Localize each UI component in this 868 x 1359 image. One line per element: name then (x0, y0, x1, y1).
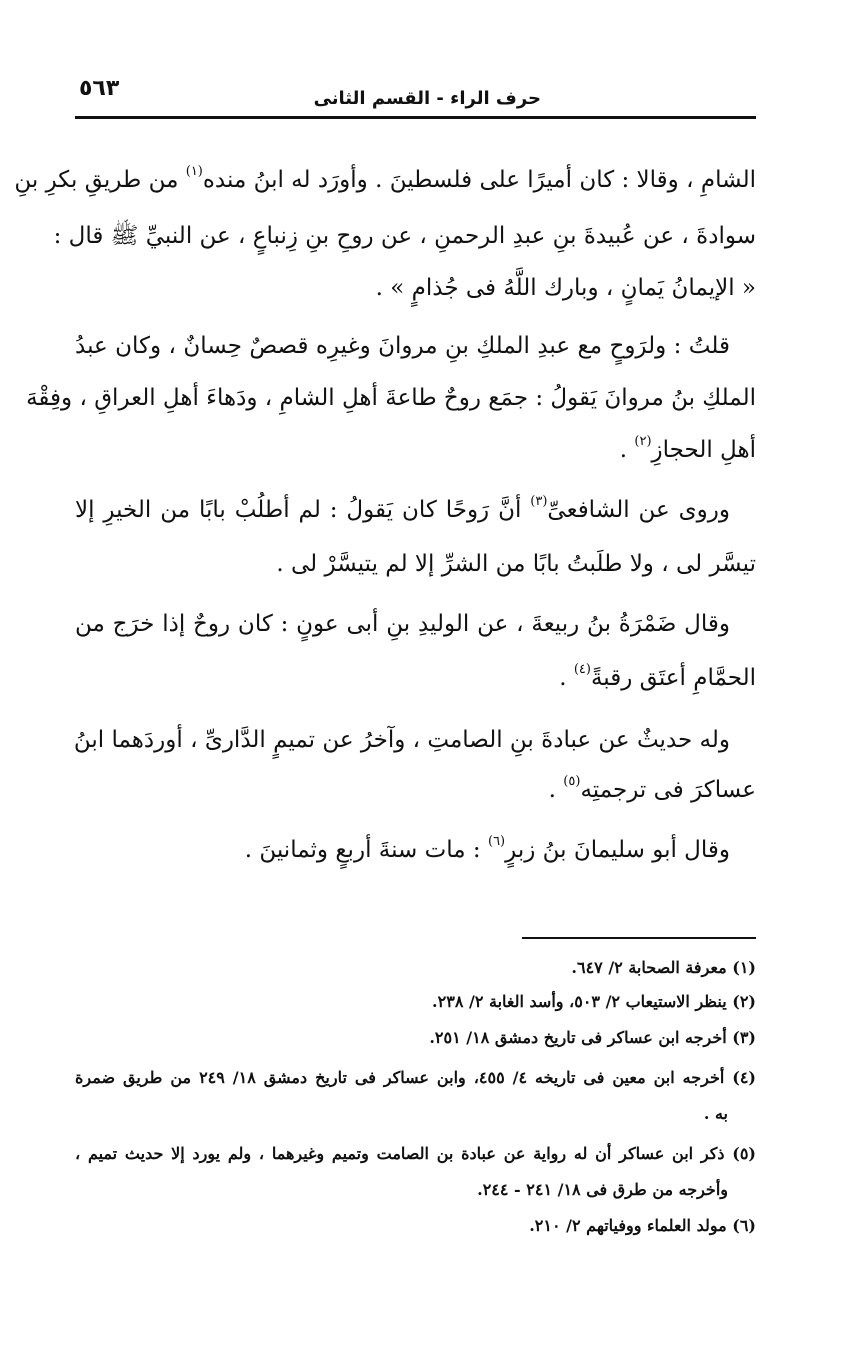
footnote: (٥) ذكر ابن عساكر أن له رواية عن عبادة بن الصامت وتميم وغيرهما ، ولم يورد إلا حديث تميم ، (75, 1144, 756, 1163)
footnote-continuation: وأخرجه من طرق فى ١٨/ ٢٤١ - ٢٤٤. (477, 1180, 728, 1199)
body-line: وقال أبو سليمانَ بنُ زبرٍ$^{(٦)}$ : مات سنةَ أربعٍ وثمانينَ . (244, 834, 730, 863)
page-number: ٥٦٣ (79, 76, 120, 101)
footnote: (٢) ينظر الاستيعاب ٢/ ٥٠٣، وأسد الغابة ٢/ ٢٣٨. (432, 992, 756, 1011)
footnote: (٦) مولد العلماء ووفياتهم ٢/ ٢١٠. (529, 1216, 756, 1235)
body-line: قلتُ : ولرَوحٍ مع عبدِ الملكِ بنِ مروانَ وغيرِه قصصٌ حِسانٌ ، وكان عبدُ (75, 333, 730, 359)
body-line: سوادةَ ، عن عُبيدةَ بنِ عبدِ الرحمنِ ، عن روحِ بنِ زِنباعٍ ، عن النبيِّ ﷺ قال : (53, 223, 756, 249)
body-line: وروى عن الشافعىِّ$^{(٣)}$ أنَّ رَوحًا كان يَقولُ : لم أطلُبْ بابًا من الخيرِ إلا (75, 494, 730, 523)
footnote-ref[interactable]: (٦) (487, 834, 506, 849)
footnote: (٣) أخرجه ابن عساكر فى تاريخ دمشق ١٨/ ٢٥١. (429, 1028, 756, 1047)
footnote: (٤) أخرجه ابن معين فى تاريخه ٤/ ٤٥٥، وابن عساكر فى تاريخ دمشق ١٨/ ٢٤٩ من طريق ضمرة (75, 1068, 756, 1087)
body-line: تيسَّر لى ، ولا طلَبتُ بابًا من الشرِّ إلا لم يتيسَّرْ لى . (276, 551, 756, 577)
body-line: وقال ضَمْرَةُ بنُ ربيعةَ ، عن الوليدِ بنِ أبى عونٍ : كان روحٌ إذا خرَج من (75, 611, 730, 637)
body-line: الملكِ بنُ مروانَ يَقولُ : جمَع روحٌ طاعةَ أهلِ الشامِ ، ودَهاءَ أهلِ العراقِ ، وفِقْهَ (26, 385, 756, 411)
running-title: حرف الراء - القسم الثانى (313, 88, 541, 109)
footnote-ref[interactable]: (٤) (573, 662, 591, 677)
body-line: أهلِ الحجازِ$^{(٢)}$ . (619, 434, 756, 463)
body-line: الحمَّامِ أعتَق رقبةً$^{(٤)}$ . (559, 662, 756, 691)
footnote-ref[interactable]: (٣) (530, 494, 548, 509)
footnote-continuation: به . (703, 1104, 728, 1123)
footnote-ref[interactable]: (١) (185, 164, 203, 179)
running-header (75, 70, 756, 119)
footnote-separator (522, 937, 756, 939)
body-line: « الإيمانُ يَمانٍ ، وبارك اللَّهُ فى جُذامٍ » . (375, 275, 756, 301)
body-line: وله حديثٌ عن عبادةَ بنِ الصامتِ ، وآخرُ عن تميمٍ الدَّارىِّ ، أوردَهما ابنُ (73, 727, 730, 753)
footnote-ref[interactable]: (٢) (634, 434, 652, 449)
body-line: الشامِ ، وقالا : كان أميرًا على فلسطينَ . وأورَد له ابنُ منده$^{(١)}$ من طريقِ بكرِ بنِ (14, 164, 756, 193)
footnote-ref[interactable]: (٥) (563, 774, 581, 789)
body-line: عساكرَ فى ترجمتِه$^{(٥)}$ . (548, 774, 756, 803)
footnote: (١) معرفة الصحابة ٢/ ٦٤٧. (571, 958, 756, 977)
